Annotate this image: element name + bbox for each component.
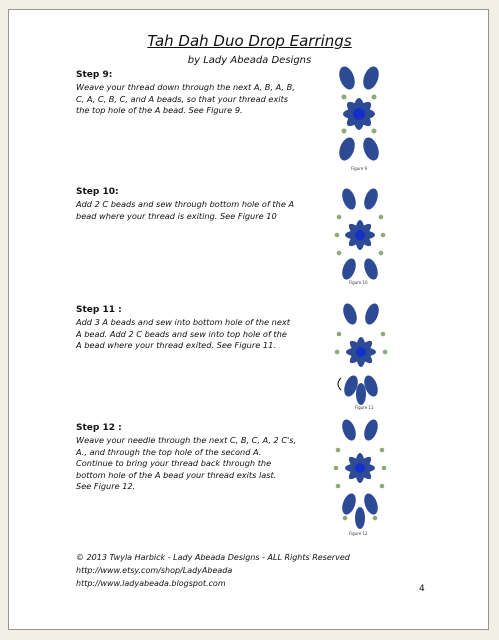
step-12-line-3: Continue to bring your thread back through the (76, 458, 272, 468)
step-12-line-5: See Figure 12. (76, 481, 136, 491)
step-11-line-1: Add 3 A beads and sew into bottom hole of the next (76, 317, 290, 327)
figure-9-caption: Figure 9 (351, 166, 368, 171)
step-12-line-1: Weave your needle through the next C, B, C, A, 2 C's, (76, 435, 297, 445)
step-11-heading: Step 11 : (76, 305, 122, 315)
step-10-line-2: bead where your thread is exiting. See Figure 10 (76, 210, 277, 221)
step-12-line-2: A., and through the top hole of the second A. (76, 446, 262, 457)
step-12-text (76, 435, 326, 493)
figure-10-image (327, 187, 393, 287)
figure-11-caption: Figure 11 (355, 405, 374, 410)
page (8, 9, 489, 630)
step-11-line-2: A bead. Add 2 C beads and sew into top hole of the (76, 328, 287, 339)
step-9-heading: Step 9: (76, 70, 113, 80)
step-9-text (76, 82, 326, 117)
step-11-line-3: A bead where your thread exited. See Figure 11. (76, 340, 276, 350)
step-11-text (76, 317, 326, 352)
figure-12-image (325, 418, 395, 538)
copyright-text: © 2013 Twyla Harbick - Lady Abeada Designs - ALL Rights Reserved (76, 553, 350, 562)
step-10-text (76, 199, 326, 222)
figure-12-caption: Figure 12 (349, 531, 368, 536)
figure-10-caption: Figure 10 (349, 280, 368, 285)
figure-9-image (329, 64, 389, 174)
step-10-line-1: Add 2 C beads and sew through bottom hole of the A (76, 199, 295, 209)
step-12-heading: Step 12 : (76, 423, 122, 433)
step-12-line-4: bottom hole of the A bead your thread exits last. (76, 469, 277, 480)
step-9-line-1: Weave your thread down through the next A, B, A, B, (76, 82, 295, 92)
step-10-heading: Step 10: (76, 187, 119, 197)
step-9-line-3: the top hole of the A bead. See Figure 9. (76, 105, 243, 115)
page-title: Tah Dah Duo Drop Earrings (147, 32, 352, 50)
page-subtitle: by Lady Abeada Designs (187, 55, 312, 66)
page-number: 4 (419, 584, 425, 594)
blog-link[interactable]: http://www.ladyabeada.blogspot.com (76, 579, 226, 588)
step-9-line-2: C, A, C, B, C, and A beads, so that your thread exits (76, 93, 289, 104)
figure-11-image (327, 302, 395, 412)
etsy-link[interactable]: http://www.etsy.com/shop/LadyAbeada (76, 566, 233, 575)
